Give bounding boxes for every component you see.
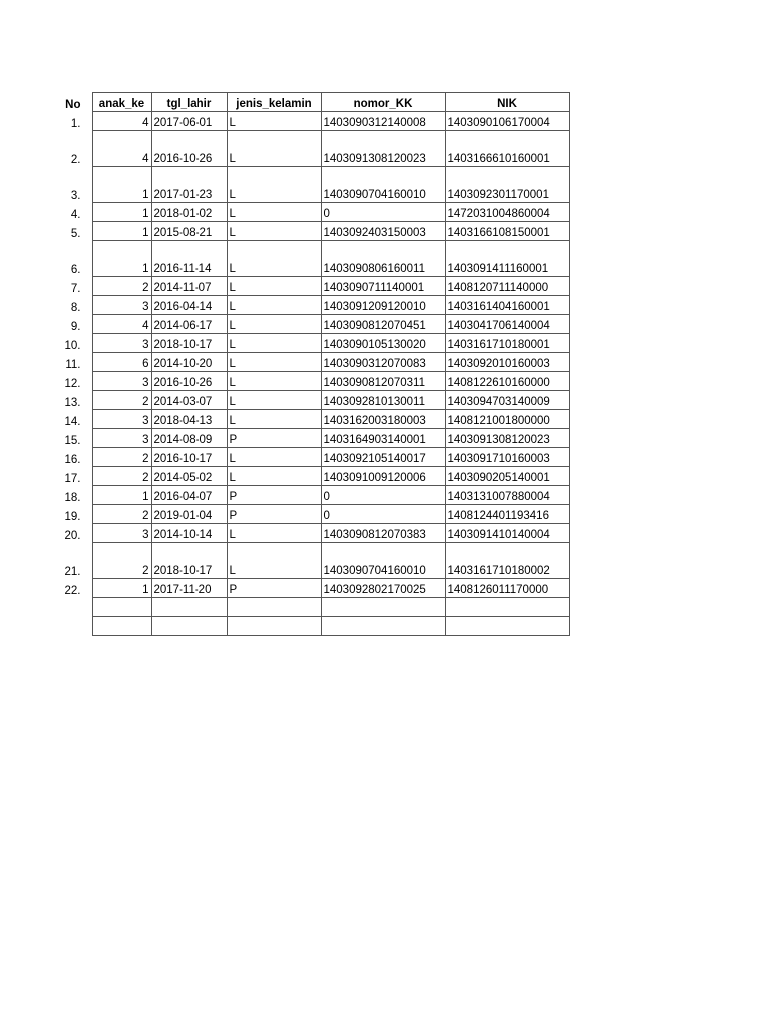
cell-jenis-kelamin-empty xyxy=(227,598,321,617)
cell-nomor-kk: 1403091209120010 xyxy=(321,296,445,315)
cell-tgl-lahir: 2015-08-21 xyxy=(151,222,227,241)
cell-jenis-kelamin: P xyxy=(227,486,321,505)
cell-jenis-kelamin: P xyxy=(227,429,321,448)
cell-nomor-kk: 0 xyxy=(321,203,445,222)
cell-tgl-lahir: 2018-04-13 xyxy=(151,410,227,429)
cell-nik: 1408126011170000 xyxy=(445,579,569,598)
cell-anak-ke: 4 xyxy=(92,315,151,334)
cell-no: 1. xyxy=(70,117,81,130)
cell-nik: 1403166610160001 xyxy=(445,131,569,167)
cell-jenis-kelamin: L xyxy=(227,277,321,296)
cell-nik: 1408124401193416 xyxy=(445,505,569,524)
cell-nomor-kk: 1403090812070383 xyxy=(321,524,445,543)
cell-nomor-kk: 1403090312140008 xyxy=(321,112,445,131)
cell-nik: 1403094703140009 xyxy=(445,391,569,410)
header-row xyxy=(62,93,569,112)
table-row xyxy=(62,334,569,353)
cell-anak-ke: 1 xyxy=(92,486,151,505)
table-row xyxy=(62,315,569,334)
cell-nik: 1403041706140004 xyxy=(445,315,569,334)
cell-no: 16. xyxy=(64,453,81,466)
table-row xyxy=(62,203,569,222)
cell-nomor-kk: 0 xyxy=(321,486,445,505)
cell-anak-ke: 1 xyxy=(92,203,151,222)
cell-nik: 1472031004860004 xyxy=(445,203,569,222)
cell-tgl-lahir: 2017-06-01 xyxy=(151,112,227,131)
cell-tgl-lahir: 2019-01-04 xyxy=(151,505,227,524)
cell-nomor-kk-empty xyxy=(321,598,445,617)
cell-jenis-kelamin: L xyxy=(227,448,321,467)
table-row xyxy=(62,112,569,131)
cell-nik: 1403166108150001 xyxy=(445,222,569,241)
cell-tgl-lahir: 2016-10-17 xyxy=(151,448,227,467)
cell-anak-ke: 2 xyxy=(92,277,151,296)
cell-anak-ke: 2 xyxy=(92,467,151,486)
cell-nik: 1403091410140004 xyxy=(445,524,569,543)
cell-anak-ke: 2 xyxy=(92,543,151,579)
header-tgl-lahir: tgl_lahir xyxy=(151,93,227,112)
cell-tgl-lahir: 2016-11-14 xyxy=(151,241,227,277)
cell-no: 5. xyxy=(70,227,81,240)
cell-jenis-kelamin: L xyxy=(227,543,321,579)
cell-anak-ke: 1 xyxy=(92,241,151,277)
cell-nik-empty xyxy=(445,598,569,617)
cell-anak-ke: 4 xyxy=(92,131,151,167)
table-row xyxy=(62,579,569,598)
cell-nomor-kk: 1403090704160010 xyxy=(321,167,445,203)
cell-tgl-lahir: 2014-10-14 xyxy=(151,524,227,543)
cell-nik: 1403091710160003 xyxy=(445,448,569,467)
cell-no: 12. xyxy=(64,377,81,390)
table-row xyxy=(62,429,569,448)
cell-tgl-lahir: 2017-11-20 xyxy=(151,579,227,598)
cell-nik: 1408122610160000 xyxy=(445,372,569,391)
cell-no: 11. xyxy=(65,358,81,371)
cell-anak-ke: 2 xyxy=(92,391,151,410)
cell-jenis-kelamin: P xyxy=(227,505,321,524)
table-row xyxy=(62,448,569,467)
cell-jenis-kelamin: L xyxy=(227,315,321,334)
cell-no: 3. xyxy=(70,189,81,202)
table-row xyxy=(62,167,569,203)
cell-nomor-kk: 0 xyxy=(321,505,445,524)
cell-nomor-kk: 1403090105130020 xyxy=(321,334,445,353)
cell-anak-ke: 3 xyxy=(92,410,151,429)
cell-jenis-kelamin: L xyxy=(227,353,321,372)
cell-anak-ke: 4 xyxy=(92,112,151,131)
cell-nomor-kk: 1403162003180003 xyxy=(321,410,445,429)
cell-tgl-lahir: 2014-03-07 xyxy=(151,391,227,410)
cell-nomor-kk: 1403091308120023 xyxy=(321,131,445,167)
cell-anak-ke: 3 xyxy=(92,429,151,448)
cell-tgl-lahir: 2016-04-14 xyxy=(151,296,227,315)
cell-anak-ke: 3 xyxy=(92,524,151,543)
cell-nik: 1403091308120023 xyxy=(445,429,569,448)
cell-tgl-lahir: 2014-08-09 xyxy=(151,429,227,448)
cell-nomor-kk-empty xyxy=(321,617,445,636)
cell-jenis-kelamin: L xyxy=(227,131,321,167)
cell-nomor-kk: 1403092810130011 xyxy=(321,391,445,410)
cell-jenis-kelamin: L xyxy=(227,112,321,131)
cell-nomor-kk: 1403090312070083 xyxy=(321,353,445,372)
cell-no-empty xyxy=(62,617,92,636)
cell-nomor-kk: 1403090704160010 xyxy=(321,543,445,579)
table-row xyxy=(62,410,569,429)
cell-jenis-kelamin: L xyxy=(227,241,321,277)
cell-nomor-kk: 1403090812070311 xyxy=(321,372,445,391)
cell-nomor-kk: 1403090711140001 xyxy=(321,277,445,296)
cell-tgl-lahir: 2014-05-02 xyxy=(151,467,227,486)
cell-tgl-lahir: 2017-01-23 xyxy=(151,167,227,203)
cell-jenis-kelamin: L xyxy=(227,222,321,241)
cell-nomor-kk: 1403091009120006 xyxy=(321,467,445,486)
cell-anak-ke: 2 xyxy=(92,505,151,524)
cell-jenis-kelamin: P xyxy=(227,579,321,598)
cell-nik: 1403161710180001 xyxy=(445,334,569,353)
cell-tgl-lahir-empty xyxy=(151,598,227,617)
table-row xyxy=(62,543,569,579)
header-no: No xyxy=(65,98,81,111)
cell-tgl-lahir: 2018-10-17 xyxy=(151,334,227,353)
cell-anak-ke: 3 xyxy=(92,334,151,353)
cell-no: 14. xyxy=(64,415,81,428)
cell-tgl-lahir: 2014-06-17 xyxy=(151,315,227,334)
table-row xyxy=(62,222,569,241)
cell-tgl-lahir: 2016-10-26 xyxy=(151,372,227,391)
cell-tgl-lahir: 2018-10-17 xyxy=(151,543,227,579)
cell-nik: 1403090205140001 xyxy=(445,467,569,486)
cell-tgl-lahir: 2016-04-07 xyxy=(151,486,227,505)
data-table xyxy=(62,92,570,636)
cell-no: 18. xyxy=(64,491,81,504)
cell-no: 10. xyxy=(64,339,81,352)
cell-no: 4. xyxy=(70,208,81,221)
cell-no: 22. xyxy=(64,584,81,597)
cell-no: 17. xyxy=(64,472,81,485)
cell-nomor-kk: 1403090812070451 xyxy=(321,315,445,334)
cell-no: 2. xyxy=(70,153,81,166)
table-row xyxy=(62,486,569,505)
cell-nomor-kk: 1403092403150003 xyxy=(321,222,445,241)
cell-jenis-kelamin: L xyxy=(227,372,321,391)
cell-jenis-kelamin: L xyxy=(227,524,321,543)
header-jenis-kelamin: jenis_kelamin xyxy=(227,93,321,112)
table-row xyxy=(62,505,569,524)
table-body xyxy=(62,112,569,636)
cell-nomor-kk: 1403090806160011 xyxy=(321,241,445,277)
cell-jenis-kelamin: L xyxy=(227,334,321,353)
cell-no: 21. xyxy=(64,565,81,578)
empty-row xyxy=(62,598,569,617)
cell-tgl-lahir: 2016-10-26 xyxy=(151,131,227,167)
cell-anak-ke: 3 xyxy=(92,372,151,391)
empty-row xyxy=(62,617,569,636)
cell-anak-ke: 1 xyxy=(92,222,151,241)
cell-nik: 1408121001800000 xyxy=(445,410,569,429)
cell-nomor-kk: 1403164903140001 xyxy=(321,429,445,448)
cell-anak-ke: 2 xyxy=(92,448,151,467)
table-row xyxy=(62,353,569,372)
cell-jenis-kelamin: L xyxy=(227,391,321,410)
cell-tgl-lahir: 2014-11-07 xyxy=(151,277,227,296)
cell-tgl-lahir: 2018-01-02 xyxy=(151,203,227,222)
cell-jenis-kelamin: L xyxy=(227,167,321,203)
cell-jenis-kelamin: L xyxy=(227,203,321,222)
cell-no: 19. xyxy=(64,510,81,523)
cell-nik: 1403090106170004 xyxy=(445,112,569,131)
cell-no: 15. xyxy=(64,434,81,447)
cell-no-empty xyxy=(62,598,92,617)
cell-anak-ke-empty xyxy=(92,617,151,636)
cell-no: 13. xyxy=(64,396,81,409)
header-nik: NIK xyxy=(445,93,569,112)
cell-jenis-kelamin: L xyxy=(227,467,321,486)
cell-no: 9. xyxy=(70,320,81,333)
table-row xyxy=(62,241,569,277)
cell-nik: 1403092010160003 xyxy=(445,353,569,372)
table-row xyxy=(62,467,569,486)
header-anak-ke: anak_ke xyxy=(92,93,151,112)
cell-nik-empty xyxy=(445,617,569,636)
table-row xyxy=(62,296,569,315)
cell-anak-ke: 1 xyxy=(92,579,151,598)
table-row xyxy=(62,391,569,410)
cell-no: 6. xyxy=(70,263,81,276)
cell-nik: 1403161404160001 xyxy=(445,296,569,315)
table-row xyxy=(62,524,569,543)
header-nomor-kk: nomor_KK xyxy=(321,93,445,112)
cell-no: 8. xyxy=(70,301,81,314)
cell-anak-ke: 6 xyxy=(92,353,151,372)
cell-nik: 1403131007880004 xyxy=(445,486,569,505)
cell-no: 7. xyxy=(70,282,81,295)
table-row xyxy=(62,131,569,167)
cell-nomor-kk: 1403092105140017 xyxy=(321,448,445,467)
cell-nomor-kk: 1403092802170025 xyxy=(321,579,445,598)
cell-nik: 1408120711140000 xyxy=(445,277,569,296)
cell-nik: 1403092301170001 xyxy=(445,167,569,203)
cell-tgl-lahir-empty xyxy=(151,617,227,636)
table-row xyxy=(62,277,569,296)
cell-anak-ke: 3 xyxy=(92,296,151,315)
cell-nik: 1403091411160001 xyxy=(445,241,569,277)
cell-nik: 1403161710180002 xyxy=(445,543,569,579)
cell-jenis-kelamin-empty xyxy=(227,617,321,636)
cell-jenis-kelamin: L xyxy=(227,296,321,315)
cell-no: 20. xyxy=(64,529,81,542)
table-row xyxy=(62,372,569,391)
cell-anak-ke-empty xyxy=(92,598,151,617)
cell-jenis-kelamin: L xyxy=(227,410,321,429)
cell-anak-ke: 1 xyxy=(92,167,151,203)
cell-tgl-lahir: 2014-10-20 xyxy=(151,353,227,372)
